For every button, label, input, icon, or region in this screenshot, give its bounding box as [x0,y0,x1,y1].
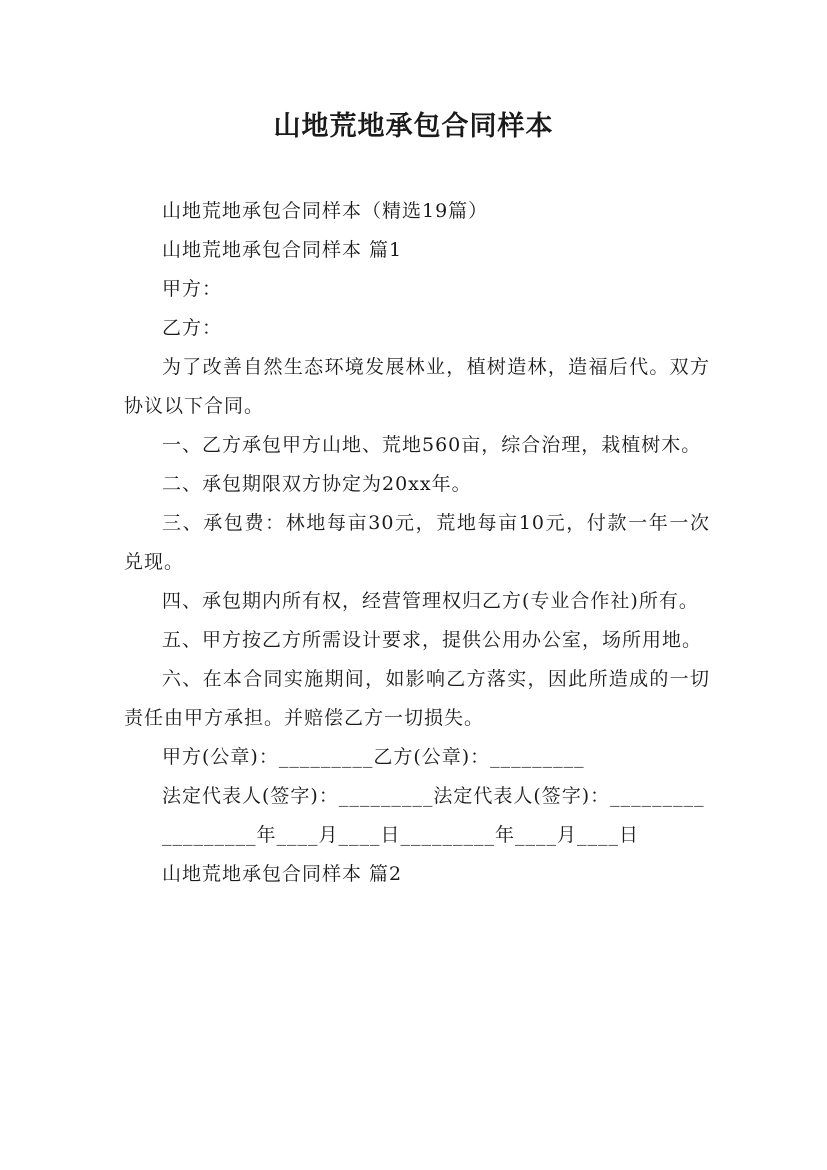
seal-line: 甲方(公章)：_________乙方(公章)：_________ [162,746,585,768]
subtitle-line: 山地荒地承包合同样本（精选19篇） [162,200,489,222]
clause-4: 四、承包期内所有权，经营管理权归乙方(专业合作社)所有。 [162,590,699,612]
clause-3: 三、承包费：林地每亩30元，荒地每亩10元，付款一年一次兑现。 [124,512,710,573]
section-heading-2: 山地荒地承包合同样本 篇2 [162,863,403,885]
clause-5: 五、甲方按乙方所需设计要求，提供公用办公室，场所用地。 [162,629,703,651]
party-b-line: 乙方： [162,317,223,339]
party-a-line: 甲方： [162,278,223,300]
clause-6: 六、在本合同实施期间，如影响乙方落实，因此所造成的一切责任由甲方承担。并赔偿乙方一切损失。 [124,668,710,729]
section-heading: 山地荒地承包合同样本 篇1 [162,239,403,261]
clause-1: 一、乙方承包甲方山地、荒地560亩，综合治理，栽植树木。 [162,434,702,456]
date-line: _________年____月____日_________年____月____日 [162,824,640,846]
clause-2: 二、承包期限双方协定为20xx年。 [162,473,472,495]
document-title: 山地荒地承包合同样本 [273,111,554,142]
document-body [124,192,710,894]
preamble-paragraph: 为了改善自然生态环境发展林业，植树造林，造福后代。双方协议以下合同。 [124,356,710,417]
signature-line: 法定代表人(签字)：_________法定代表人(签字)：_________ [162,785,705,807]
